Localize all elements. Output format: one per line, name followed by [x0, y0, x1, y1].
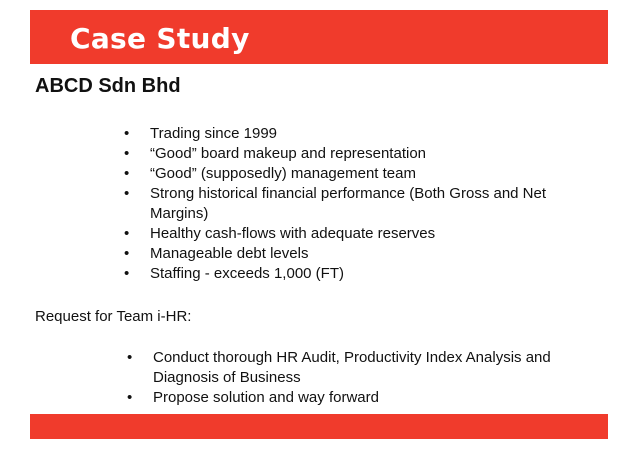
list-item: • Healthy cash-flows with adequate reserves — [124, 225, 436, 242]
list-item: • “Good” board makeup and representation — [124, 145, 427, 162]
list-item: • Manageable debt levels — [124, 245, 309, 262]
bullet-icon: • — [127, 349, 133, 366]
bullet-icon: • — [127, 389, 133, 406]
bullet-icon: • — [124, 265, 130, 282]
bullet-icon: • — [124, 225, 130, 242]
list-item: • “Good” (supposedly) management team — [124, 165, 416, 182]
requests-list — [127, 348, 603, 408]
list-item: • Propose solution and way forward — [127, 389, 379, 406]
company-name: ABCD Sdn Bhd — [35, 75, 181, 97]
list-item: • Strong historical financial performance (Both Gross and Net Margins) — [124, 185, 547, 222]
bullet-icon: • — [124, 245, 130, 262]
highlights-list — [124, 124, 590, 284]
bullet-icon: • — [124, 145, 130, 162]
bullet-icon: • — [124, 125, 130, 142]
request-heading: Request for Team i-HR: — [35, 308, 192, 325]
footer-bar — [30, 414, 608, 439]
slide-title: Case Study — [70, 22, 250, 55]
list-item: • Staffing - exceeds 1,000 (FT) — [124, 265, 344, 282]
header-bar — [30, 10, 608, 64]
bullet-icon: • — [124, 165, 130, 182]
list-item: • Conduct thorough HR Audit, Productivity Index Analysis and Diagnosis of Business — [127, 349, 551, 386]
bullet-icon: • — [124, 185, 130, 202]
list-item: • Trading since 1999 — [124, 125, 278, 142]
